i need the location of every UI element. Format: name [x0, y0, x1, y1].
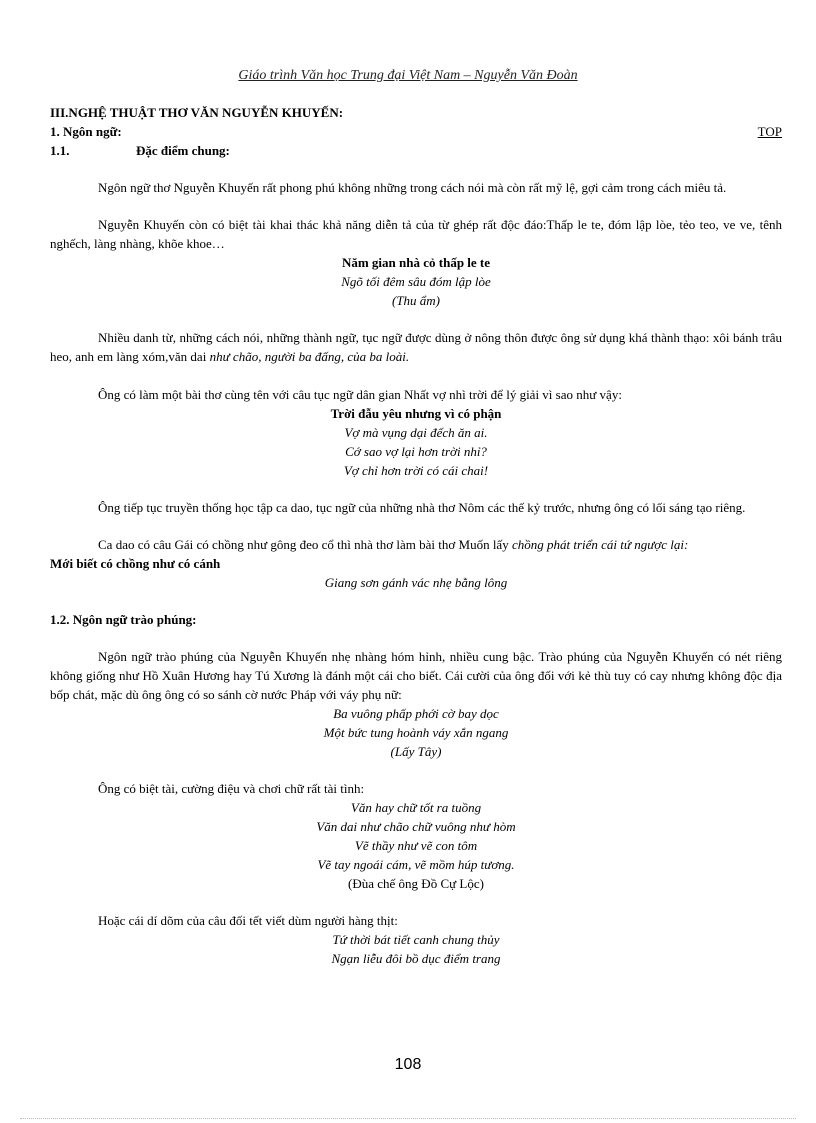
- paragraph-3-text: Nhiều danh từ, những cách nói, những thành ngữ, tục ngữ được dùng ở nông thôn được ông sử dụng khá thành thạo: xôi bánh trâu heo, anh em làng xóm,văn dai: [50, 330, 782, 364]
- paragraph-3-italic: như chão, người ba đấng, của ba loài.: [209, 349, 410, 364]
- page-content: [50, 103, 782, 968]
- poem-cau-doi: [50, 930, 782, 968]
- page-number: 108: [394, 1056, 422, 1073]
- poem-line: Tứ thời bát tiết canh chung thủy: [332, 932, 500, 947]
- poem-line: Trời đẫu yêu nhưng vì có phận: [330, 406, 502, 421]
- poem-line: Vợ mà vụng dại đếch ăn ai.: [344, 425, 488, 440]
- poem-line: Vợ chỉ hơn trời có cái chai!: [343, 463, 489, 478]
- page-bottom-border: [20, 1118, 796, 1119]
- poem-source: (Lấy Tây): [390, 744, 442, 759]
- poem-source: (Đùa chế ông Đồ Cự Lộc): [348, 876, 484, 891]
- subsection-1-row: [50, 122, 782, 141]
- paragraph-5: Ông tiếp tục truyền thống học tập ca dao, tục ngữ của những nhà thơ Nôm các thế kỷ trước, nhưng ông có lối sáng tạo riêng.: [98, 500, 746, 515]
- paragraph-6-text: Ca dao có câu Gái có chồng như gông đeo cổ thì nhà thơ làm bài thơ Muốn lấy: [98, 537, 512, 552]
- paragraph-4: Ông có làm một bài thơ cùng tên với câu tục ngữ dân gian Nhất vợ nhì trời để lý giải vì sao như vậy:: [98, 387, 622, 402]
- poem-line: Vẽ thầy như vẽ con tôm: [354, 838, 478, 853]
- subsection-1-2-title: 1.2. Ngôn ngữ trào phúng:: [50, 612, 197, 627]
- poem-line: Năm gian nhà cỏ thấp le te: [341, 255, 491, 270]
- poem-line: Văn dai như chão chữ vuông như hòm: [316, 819, 516, 834]
- paragraph-8: Ông có biệt tài, cường điệu và chơi chữ rất tài tình:: [98, 781, 365, 796]
- poem-lay-tay: [50, 704, 782, 761]
- verse-italic-block: [50, 573, 782, 592]
- poem-line: Ba vuông phấp phới cờ bay dọc: [333, 706, 499, 721]
- paragraph-3: [50, 328, 782, 366]
- section-title: III.NGHỆ THUẬT THƠ VĂN NGUYỄN KHUYẾN:: [50, 105, 344, 120]
- poem-line: Ngõ tối đêm sâu đóm lập lòe: [341, 274, 491, 289]
- poem-line: Giang sơn gánh vác nhẹ bằng lông: [324, 575, 508, 590]
- subsection-1-1-number: 1.1.: [50, 143, 70, 158]
- paragraph-6-italic: chồng phát triển cái tứ ngược lại:: [511, 537, 689, 552]
- running-header: Giáo trình Văn học Trung đại Việt Nam – Nguyễn Văn Đoàn: [238, 68, 578, 83]
- poem-nhat-vo-nhi-troi: [50, 404, 782, 480]
- top-link[interactable]: TOP: [757, 124, 782, 139]
- paragraph-1: Ngôn ngữ thơ Nguyễn Khuyến rất phong phú không những trong cách nói mà còn rất mỹ lệ, gợi cảm trong cách miêu tả.: [98, 180, 727, 195]
- poem-line: Văn hay chữ tốt ra tuồng: [350, 800, 482, 815]
- paragraph-9: Hoặc cái dí dõm của câu đối tết viết dùm người hàng thịt:: [98, 913, 398, 928]
- paragraph-7: Ngôn ngữ trào phúng của Nguyễn Khuyến nhẹ nhàng hóm hỉnh, nhiều cung bậc. Trào phúng của Nguyễn Khuyến có nét riêng không giống như Hồ Xuân Hương hay Tú Xương là đánh một cái cho biết. Cái cười của ông đối với kẻ thù tuy có cay nhưng không độc địa bốp chát, mặc dù ông ông có so sánh cờ nước Pháp với váy phụ nữ:: [50, 649, 782, 702]
- poem-line: Ngạn liễu đôi bồ dục điểm trang: [331, 951, 501, 966]
- poem-thu-am: [50, 253, 782, 310]
- paragraph-2: Nguyễn Khuyến còn có biệt tài khai thác khả năng diễn tả của từ ghép rất độc đáo:Thấp le te, đóm lập lòe, tẻo teo, ve ve, tênh nghếch, làng nhàng, khõe khoe…: [50, 217, 782, 251]
- paragraph-6: [50, 535, 782, 554]
- poem-source: (Thu ẩm): [391, 293, 441, 308]
- poem-line: Vẽ tay ngoái cám, vẽ mồm húp tương.: [317, 857, 515, 872]
- poem-dua-che: [50, 798, 782, 893]
- subsection-1-1-label: Đặc điểm chung:: [136, 143, 230, 158]
- poem-line: Cớ sao vợ lại hơn trời nhỉ?: [345, 444, 487, 459]
- verse-bold-line: Mới biết có chồng như có cánh: [50, 556, 221, 571]
- poem-line: Một bức tung hoành váy xắn ngang: [323, 725, 509, 740]
- subsection-1-1-title: [50, 141, 782, 160]
- subsection-1-title: 1. Ngôn ngữ:: [50, 124, 122, 139]
